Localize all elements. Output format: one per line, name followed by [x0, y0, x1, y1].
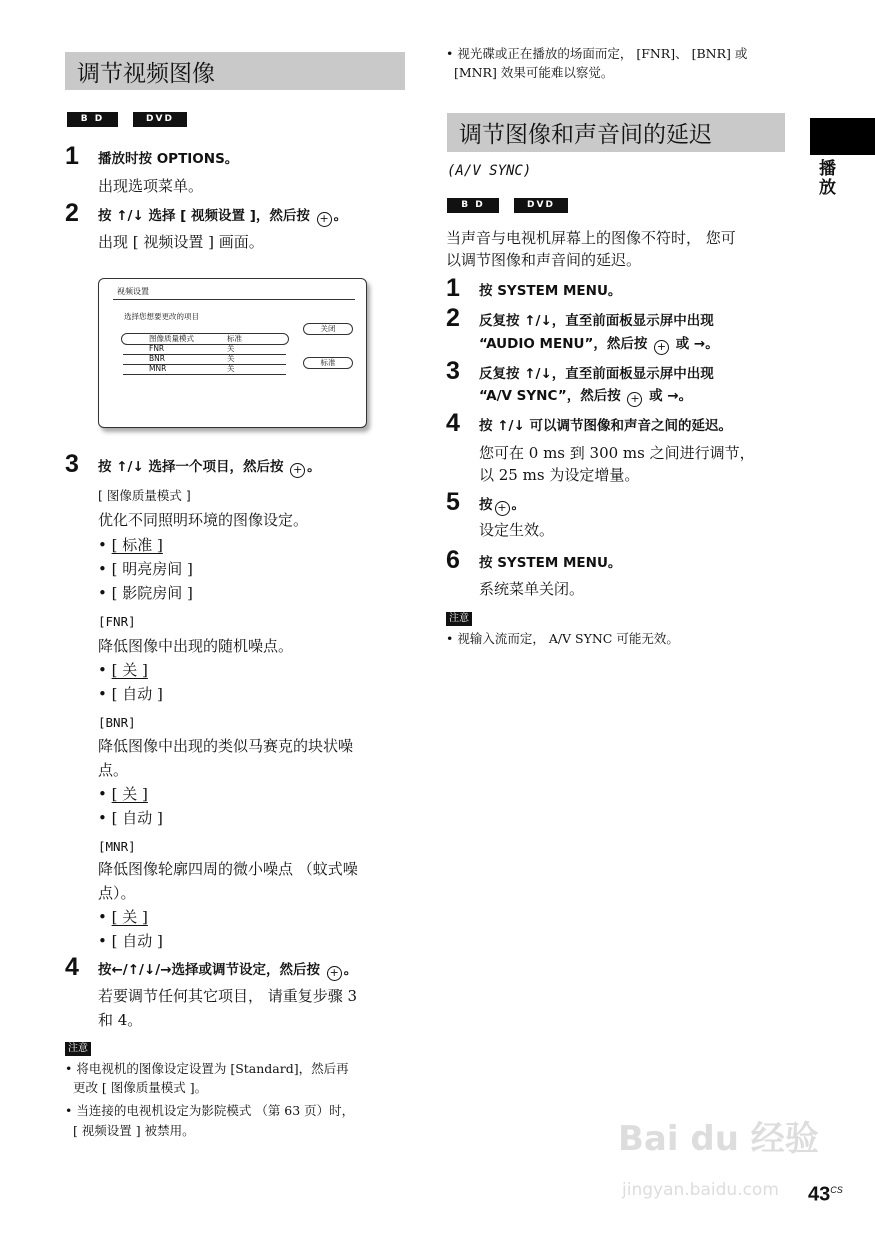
dvd-badge: DVD	[133, 112, 187, 127]
intro-line: 以调节图像和声音间的延迟。	[446, 251, 642, 269]
divider	[113, 299, 355, 300]
step-number: 4	[446, 409, 460, 437]
dvd-badge: DVD	[514, 198, 568, 213]
step-number: 2	[65, 199, 79, 227]
note-badge: 注意	[446, 612, 472, 626]
step-text: 按 SYSTEM MENU。	[479, 555, 622, 571]
option-value-default: [ 关 ]	[111, 908, 148, 926]
bd-badge: B D	[447, 198, 499, 213]
divider	[123, 374, 286, 375]
step-text: 按 ↑/↓ 可以调节图像和声音之间的延迟。	[479, 418, 732, 434]
row-label: FNR	[149, 344, 165, 353]
step-text-b: 。	[511, 497, 525, 513]
step-text	[479, 334, 719, 355]
note-line: [MNR] 效果可能难以察觉。	[446, 65, 614, 80]
step-text	[98, 206, 347, 227]
step-text-a: 按 ↑/↓ 选择 [ 视频设置 ]，然后按	[98, 208, 310, 224]
option-desc: 优化不同照明环境的图像设定。	[98, 511, 309, 529]
step-number: 2	[446, 304, 460, 332]
step-text-b: 或 →。	[649, 388, 693, 404]
section-title-video: 调节视频图像	[65, 52, 405, 90]
step-text	[479, 386, 692, 407]
option-item: • [ 关 ]	[98, 908, 148, 926]
step-text: 按 SYSTEM MENU。	[479, 283, 622, 299]
chapter-label: 播放	[819, 159, 836, 198]
enter-icon: +	[654, 340, 669, 355]
step-text-a: “A/V SYNC”，然后按	[479, 388, 621, 404]
option-desc: 降低图像中出现的类似马赛克的块状噪	[98, 737, 354, 755]
row-value: 关	[227, 344, 235, 353]
step-text: 反复按 ↑/↓，直至前面板显示屏中出现	[479, 313, 714, 329]
step-text-a: “AUDIO MENU”，然后按	[479, 336, 648, 352]
option-value: [ 自动 ]	[111, 932, 163, 950]
chapter-tab	[810, 118, 875, 155]
step-text-b: 或 →。	[675, 336, 719, 352]
step-result: 若要调节任何其它项目， 请重复步骤 3	[98, 987, 358, 1005]
row-label: 图像质量模式	[149, 334, 194, 343]
standard-button: 标准	[303, 357, 353, 369]
enter-icon: +	[317, 212, 332, 227]
step-text-a: 按 ↑/↓ 选择一个项目，然后按	[98, 459, 284, 475]
note-line: 更改 [ 图像质量模式 ]。	[65, 1080, 208, 1095]
note-line: • 视光碟或正在播放的场面而定， [FNR]、 [BNR] 或	[446, 46, 748, 61]
option-value: [ 自动 ]	[111, 685, 163, 703]
step-number: 1	[65, 142, 79, 170]
step-result: 出现 [ 视频设置 ] 画面。	[98, 233, 264, 251]
option-value: [ 明亮房间 ]	[111, 560, 193, 578]
step-text: 反复按 ↑/↓，直至前面板显示屏中出现	[479, 366, 714, 382]
step-result: 和 4。	[98, 1011, 143, 1029]
option-value-default: [ 标准 ]	[111, 536, 163, 554]
screen-prompt: 选择您想要更改的项目	[124, 312, 199, 321]
step-text-b: 。	[343, 962, 358, 978]
option-value-default: [ 关 ]	[111, 785, 148, 803]
step-result: 以 25 ms 为设定增量。	[479, 466, 640, 484]
step-text-b: 。	[333, 208, 348, 224]
step-number: 1	[446, 274, 460, 302]
step-text: 播放时按 OPTIONS。	[98, 151, 239, 167]
option-label: [FNR]	[98, 614, 136, 629]
step-number: 3	[65, 450, 79, 478]
screen-title: 视频设置	[117, 287, 149, 296]
option-label: [ 图像质量模式 ]	[98, 488, 191, 503]
page-number-value: 43	[808, 1183, 831, 1206]
section-subtitle: (A/V SYNC)	[447, 163, 532, 179]
row-value: 关	[227, 364, 235, 373]
step-result: 设定生效。	[479, 521, 555, 539]
option-desc: 降低图像中出现的随机噪点。	[98, 637, 294, 655]
enter-icon: +	[627, 392, 642, 407]
option-value-default: [ 关 ]	[111, 661, 148, 679]
bd-badge: B D	[67, 112, 118, 127]
watermark-url: jingyan.baidu.com	[622, 1180, 779, 1200]
divider	[123, 354, 286, 355]
enter-icon: +	[290, 463, 305, 478]
option-item: • [ 影院房间 ]	[98, 584, 193, 602]
step-number: 3	[446, 357, 460, 385]
option-item: • [ 自动 ]	[98, 932, 163, 950]
option-item: • [ 标准 ]	[98, 536, 163, 554]
screen-row-selected	[121, 333, 289, 345]
step-text	[98, 457, 321, 478]
option-value: [ 影院房间 ]	[111, 584, 193, 602]
page-suffix: CS	[830, 1185, 843, 1195]
step-text-a: 按	[479, 497, 493, 513]
option-label: [BNR]	[98, 715, 136, 730]
step-result: 系统菜单关闭。	[479, 580, 585, 598]
page-number	[808, 1178, 843, 1207]
video-settings-screenshot	[98, 278, 367, 428]
step-text-b: 。	[307, 459, 321, 475]
option-item: • [ 明亮房间 ]	[98, 560, 193, 578]
step-result: 您可在 0 ms 到 300 ms 之间进行调节，	[479, 444, 755, 462]
step-text-a: 按←/↑/↓/→选择或调节设定，然后按	[98, 962, 321, 978]
row-value: 关	[227, 354, 235, 363]
row-label: BNR	[149, 354, 165, 363]
divider	[123, 364, 286, 365]
note-line: • 将电视机的图像设定设置为 [Standard]，然后再	[65, 1061, 349, 1076]
option-item: • [ 自动 ]	[98, 809, 163, 827]
watermark-logo: Bai du 经验	[618, 1119, 819, 1159]
enter-icon: +	[495, 501, 510, 516]
option-label: [MNR]	[98, 839, 136, 854]
row-label: MNR	[149, 364, 167, 373]
step-text	[98, 960, 357, 981]
close-button: 关闭	[303, 323, 353, 335]
enter-icon: +	[327, 966, 342, 981]
note-line: • 当连接的电视机设定为影院模式 （第 63 页）时，	[65, 1103, 355, 1118]
step-number: 6	[446, 546, 460, 574]
option-item: • [ 自动 ]	[98, 685, 163, 703]
option-item: • [ 关 ]	[98, 785, 148, 803]
note-line: [ 视频设置 ] 被禁用。	[65, 1123, 195, 1138]
step-number: 4	[65, 953, 79, 981]
option-value: [ 自动 ]	[111, 809, 163, 827]
step-text	[479, 495, 525, 516]
option-desc: 点。	[98, 761, 129, 779]
section-title-av-sync: 调节图像和声音间的延迟	[447, 113, 785, 152]
row-value: 标准	[227, 334, 242, 343]
option-item: • [ 关 ]	[98, 661, 148, 679]
intro-line: 当声音与电视机屏幕上的图像不符时， 您可	[446, 229, 736, 247]
option-desc: 降低图像轮廓四周的微小噪点 （蚊式噪	[98, 860, 358, 878]
note-line: • 视输入流而定， A/V SYNC 可能无效。	[446, 631, 679, 646]
step-result: 出现选项菜单。	[98, 177, 204, 195]
step-number: 5	[446, 488, 460, 516]
option-desc: 点）。	[98, 884, 136, 902]
note-badge: 注意	[65, 1042, 91, 1056]
